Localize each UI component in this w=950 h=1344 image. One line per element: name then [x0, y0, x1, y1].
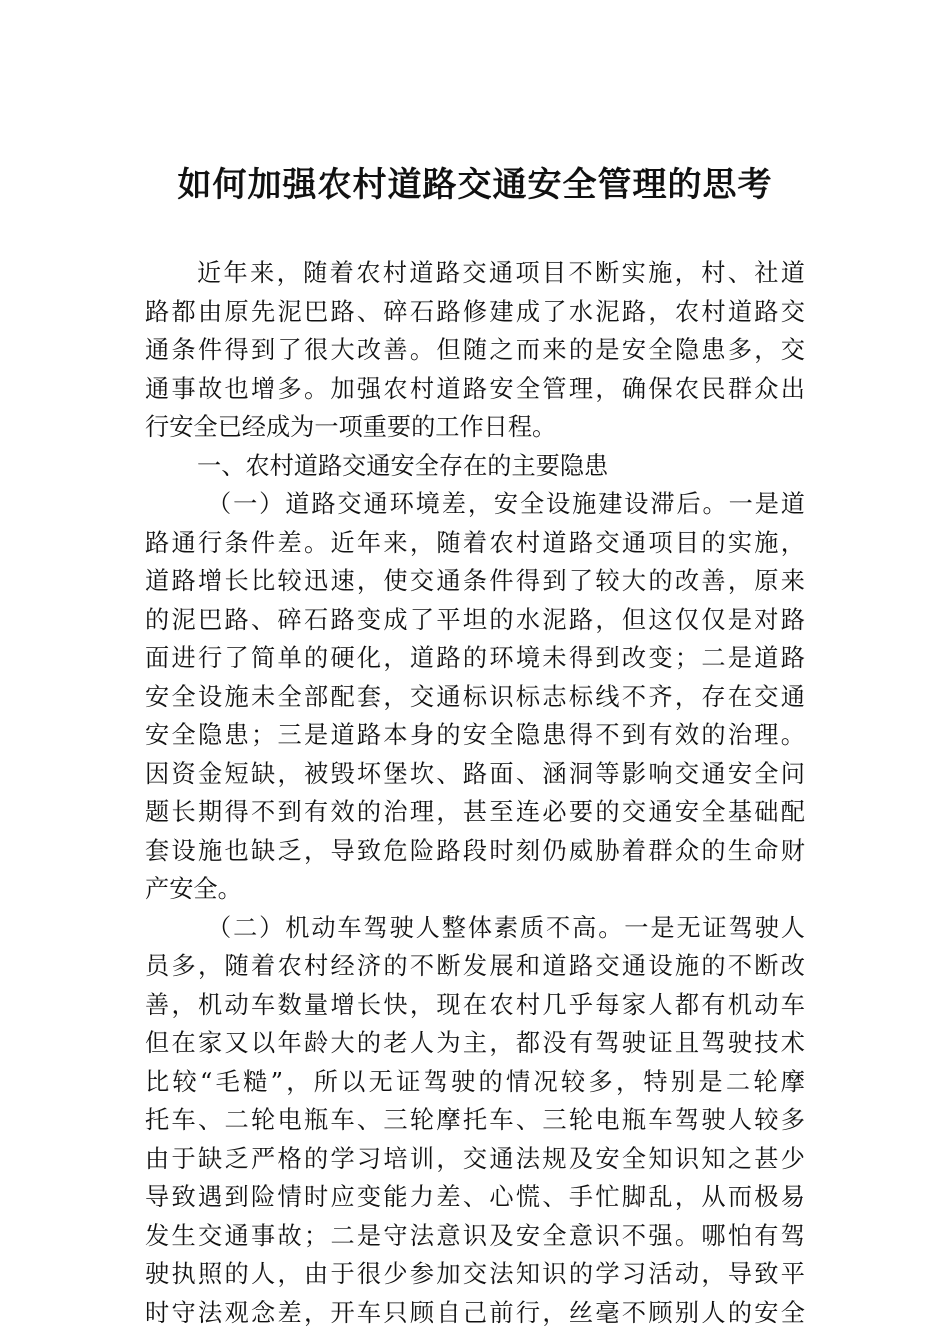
paragraph-line: 员多，随着农村经济的不断发展和道路交通设施的不断改	[145, 952, 805, 980]
paragraph-line: 导致遇到险情时应变能力差、心慌、手忙脚乱，从而极易	[145, 1183, 805, 1211]
paragraph-line: 面进行了简单的硬化，道路的环境未得到改变；二是道路	[145, 644, 805, 672]
section-heading: 一、农村道路交通安全存在的主要隐患	[197, 451, 609, 480]
paragraph-line: 安全设施未全部配套，交通标识标志标线不齐，存在交通	[145, 682, 805, 711]
paragraph-line: 比较“毛糙”，所以无证驾驶的情况较多，特别是二轮摩	[145, 1067, 805, 1096]
paragraph-line: 路通行条件差。近年来，随着农村道路交通项目的实施，	[145, 528, 805, 557]
paragraph-line: 通事故也增多。加强农村道路安全管理，确保农民群众出	[145, 374, 805, 403]
paragraph-line: 行安全已经成为一项重要的工作日程。	[145, 413, 557, 441]
paragraph-line: 的泥巴路、碎石路变成了平坦的水泥路，但这仅仅是对路	[145, 605, 805, 634]
document-body	[145, 254, 805, 1332]
paragraph-line: 时守法观念差，开车只顾自己前行，丝毫不顾别人的安全	[145, 1298, 805, 1327]
paragraph-line: 因资金短缺，被毁坏堡坎、路面、涵洞等影响交通安全问	[145, 759, 805, 788]
paragraph-line: 道路增长比较迅速，使交通条件得到了较大的改善，原来	[145, 567, 805, 595]
paragraph-line: 托车、二轮电瓶车、三轮摩托车、三轮电瓶车驾驶人较多	[145, 1106, 805, 1134]
subsection-line: （一）道路交通环境差，安全设施建设滞后。一是道	[207, 490, 805, 518]
paragraph-line: 发生交通事故；二是守法意识及安全意识不强。哪怕有驾	[145, 1221, 805, 1250]
paragraph-line: 通条件得到了很大改善。但随之而来的是安全隐患多，交	[145, 336, 805, 364]
paragraph-line: 套设施也缺乏，导致危险路段时刻仍威胁着群众的生命财	[145, 836, 805, 865]
paragraph-line: 路都由原先泥巴路、碎石路修建成了水泥路，农村道路交	[145, 297, 805, 326]
paragraph-line: 近年来，随着农村道路交通项目不断实施，村、社道	[197, 259, 805, 287]
paragraph-line: 但在家又以年龄大的老人为主，都没有驾驶证且驾驶技术	[145, 1029, 805, 1057]
paragraph-line: 驶执照的人，由于很少参加交法知识的学习活动，导致平	[145, 1260, 805, 1288]
paragraph-line: 善，机动车数量增长快，现在农村几乎每家人都有机动车	[145, 990, 805, 1019]
paragraph-line: 题长期得不到有效的治理，甚至连必要的交通安全基础配	[145, 798, 805, 826]
paragraph-line: 产安全。	[145, 875, 242, 903]
paragraph-line: 安全隐患；三是道路本身的安全隐患得不到有效的治理。	[145, 721, 805, 749]
paragraph-line: 由于缺乏严格的学习培训，交通法规及安全知识知之甚少	[145, 1144, 805, 1173]
document-title: 如何加强农村道路交通安全管理的思考	[177, 165, 773, 205]
subsection-line: （二）机动车驾驶人整体素质不高。一是无证驾驶人	[207, 913, 805, 942]
